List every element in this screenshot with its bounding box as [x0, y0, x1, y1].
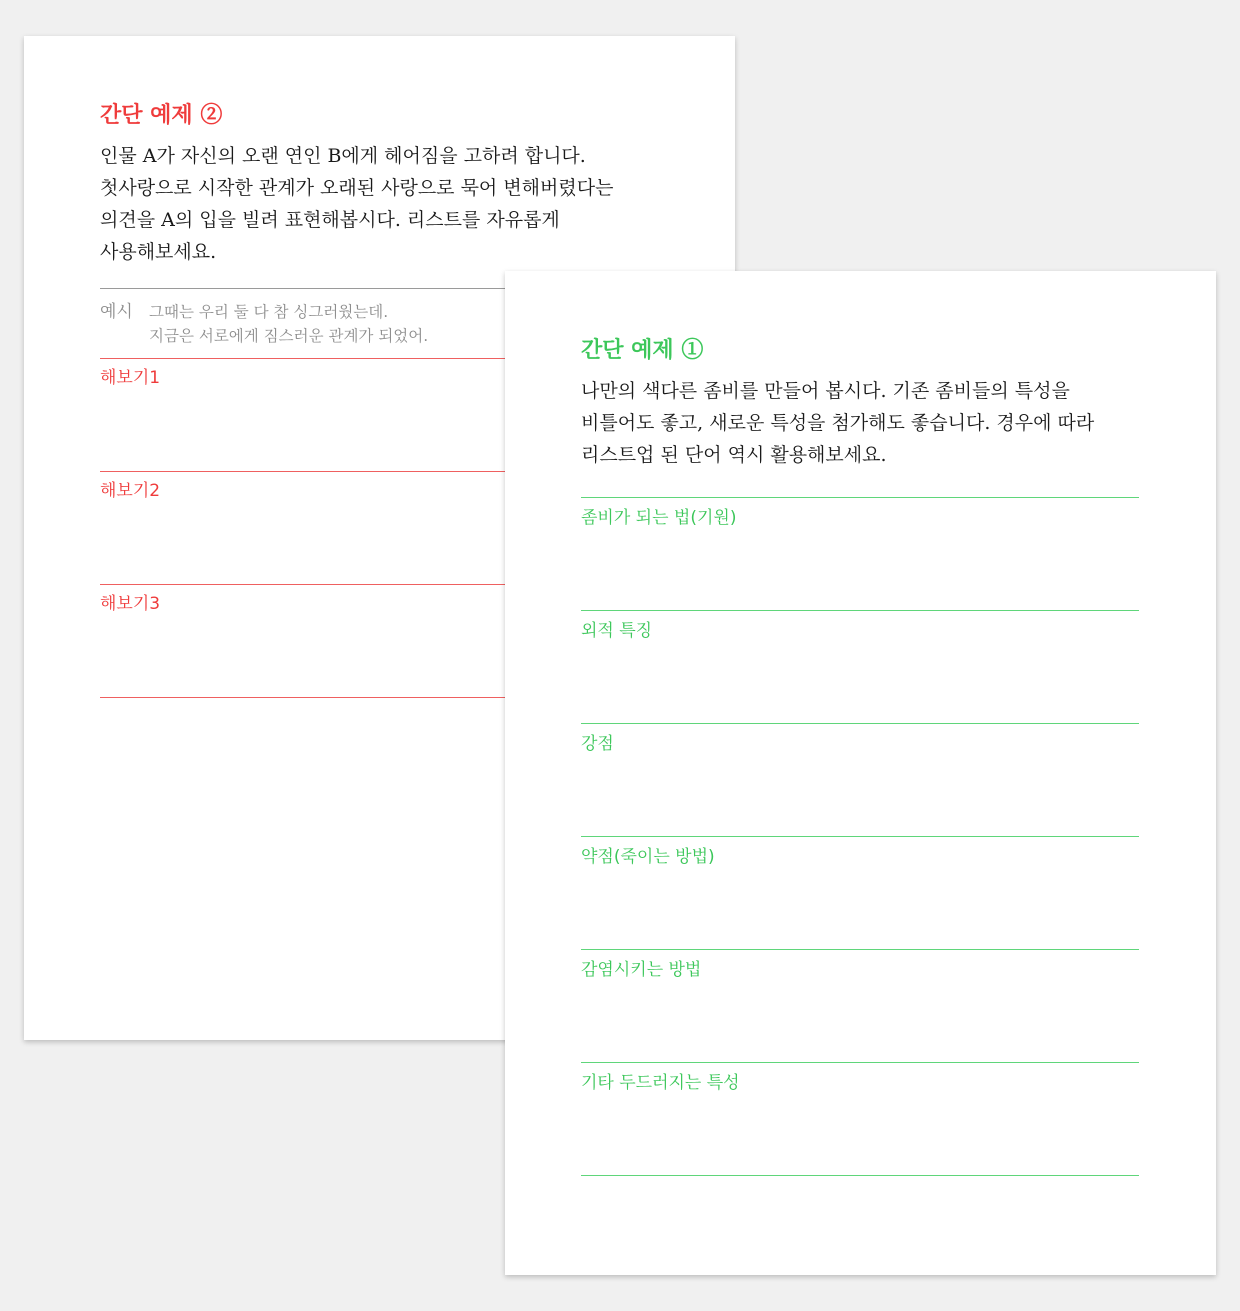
field-label: 기타 두드러지는 특성: [581, 1073, 740, 1093]
example-text: 그때는 우리 둘 다 참 싱그러웠는데. 지금은 서로에게 짐스러운 관계가 되었어.: [149, 303, 429, 345]
field-label: 약점(죽이는 방법): [581, 847, 715, 867]
field-weaknesses[interactable]: [581, 837, 1139, 950]
field-other-traits[interactable]: [581, 1063, 1139, 1176]
practice-label: 해보기2: [100, 481, 161, 501]
practice-label: 해보기3: [100, 594, 161, 614]
field-label: 감염시키는 방법: [581, 960, 702, 980]
field-infection-method[interactable]: [581, 950, 1139, 1063]
field-zombie-origin[interactable]: [581, 498, 1139, 611]
field-appearance[interactable]: [581, 611, 1139, 724]
instruction-text: 인물 A가 자신의 오랜 연인 B에게 헤어짐을 고하려 합니다. 첫사랑으로 시작한 관계가 오래된 사랑으로 묵어 변해버렸다는 의견을 A의 입을 빌려 표현해봅시다. 리스트를 자유롭게 사용해보세요.: [100, 145, 614, 263]
instruction-text: 나만의 색다른 좀비를 만들어 봅시다. 기존 좀비들의 특성을 비틀어도 좋고, 새로운 특성을 첨가해도 좋습니다. 경우에 따라 리스트업 된 단어 역시 활용해보세요.: [581, 380, 1095, 466]
practice-label: 해보기1: [100, 368, 161, 388]
field-label: 강점: [581, 734, 614, 754]
field-strengths[interactable]: [581, 724, 1139, 837]
field-label: 외적 특징: [581, 621, 653, 641]
example-label: 예시: [100, 302, 133, 322]
sheet-title: 간단 예제 ①: [581, 337, 704, 363]
worksheet-example-1: [505, 271, 1216, 1275]
field-label: 좀비가 되는 법(기원): [581, 508, 737, 528]
sheet-title: 간단 예제 ②: [100, 102, 223, 128]
